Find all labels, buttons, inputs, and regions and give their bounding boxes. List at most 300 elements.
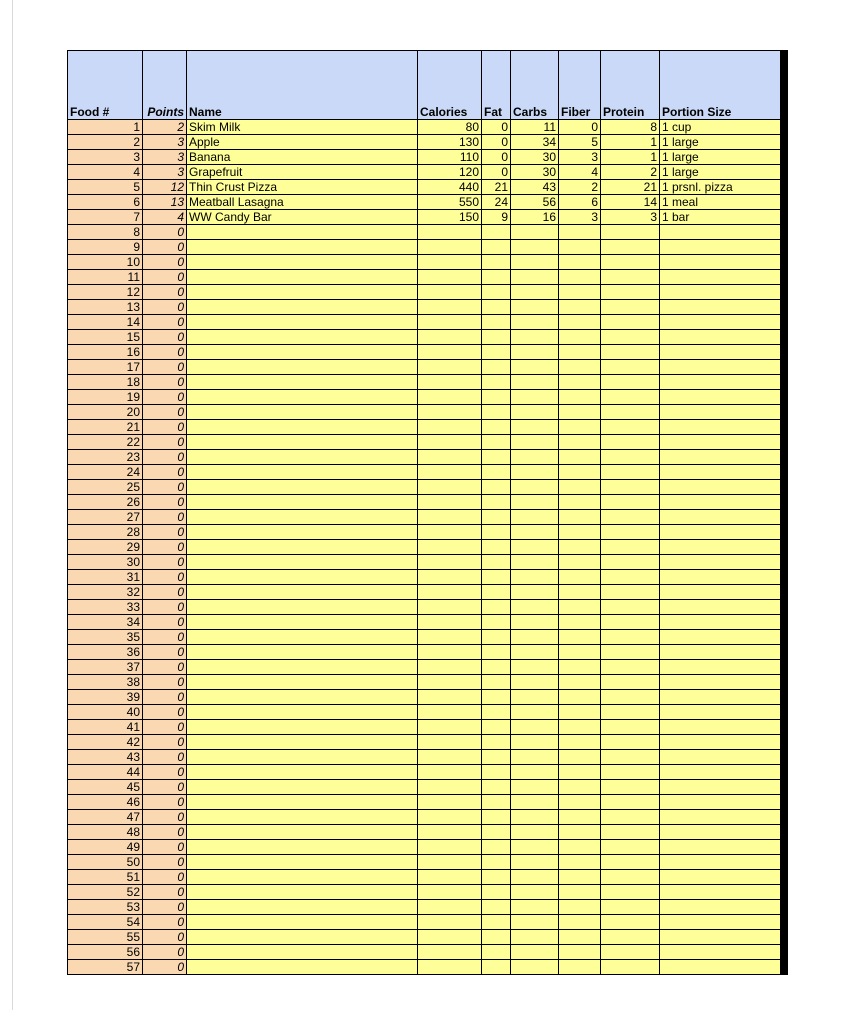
cell-carbs[interactable]	[511, 675, 559, 690]
cell-fiber[interactable]: 6	[559, 195, 601, 210]
cell-calories[interactable]	[418, 570, 482, 585]
cell-food-no[interactable]: 6	[68, 195, 143, 210]
cell-fiber[interactable]	[559, 960, 601, 975]
cell-points[interactable]: 0	[143, 660, 187, 675]
cell-food-no[interactable]: 16	[68, 345, 143, 360]
cell-points[interactable]: 0	[143, 600, 187, 615]
cell-food-no[interactable]: 17	[68, 360, 143, 375]
cell-points[interactable]: 0	[143, 690, 187, 705]
cell-carbs[interactable]	[511, 915, 559, 930]
header-carbs[interactable]: Carbs	[511, 51, 559, 120]
cell-calories[interactable]	[418, 345, 482, 360]
cell-food-no[interactable]: 3	[68, 150, 143, 165]
cell-calories[interactable]	[418, 465, 482, 480]
cell-fiber[interactable]	[559, 600, 601, 615]
cell-points[interactable]: 3	[143, 165, 187, 180]
cell-food-no[interactable]: 54	[68, 915, 143, 930]
cell-name[interactable]	[187, 945, 418, 960]
cell-calories[interactable]	[418, 285, 482, 300]
cell-portion[interactable]	[660, 840, 781, 855]
cell-name[interactable]	[187, 510, 418, 525]
cell-calories[interactable]	[418, 525, 482, 540]
cell-protein[interactable]	[601, 330, 660, 345]
cell-protein[interactable]	[601, 420, 660, 435]
cell-protein[interactable]	[601, 315, 660, 330]
cell-carbs[interactable]	[511, 555, 559, 570]
cell-protein[interactable]	[601, 225, 660, 240]
cell-portion[interactable]	[660, 390, 781, 405]
cell-protein[interactable]	[601, 870, 660, 885]
cell-points[interactable]: 0	[143, 285, 187, 300]
cell-points[interactable]: 0	[143, 720, 187, 735]
cell-fiber[interactable]	[559, 720, 601, 735]
cell-fat[interactable]	[482, 465, 511, 480]
cell-points[interactable]: 0	[143, 435, 187, 450]
cell-name[interactable]	[187, 390, 418, 405]
cell-protein[interactable]: 3	[601, 210, 660, 225]
cell-food-no[interactable]: 13	[68, 300, 143, 315]
cell-fiber[interactable]	[559, 225, 601, 240]
cell-calories[interactable]: 110	[418, 150, 482, 165]
cell-carbs[interactable]	[511, 315, 559, 330]
cell-portion[interactable]	[660, 645, 781, 660]
header-protein[interactable]: Protein	[601, 51, 660, 120]
cell-name[interactable]	[187, 540, 418, 555]
cell-fat[interactable]	[482, 720, 511, 735]
cell-carbs[interactable]	[511, 360, 559, 375]
cell-protein[interactable]	[601, 555, 660, 570]
cell-calories[interactable]	[418, 825, 482, 840]
cell-portion[interactable]	[660, 720, 781, 735]
cell-carbs[interactable]	[511, 840, 559, 855]
cell-protein[interactable]	[601, 660, 660, 675]
cell-carbs[interactable]	[511, 390, 559, 405]
cell-protein[interactable]	[601, 510, 660, 525]
cell-food-no[interactable]: 49	[68, 840, 143, 855]
cell-portion[interactable]	[660, 315, 781, 330]
cell-fat[interactable]	[482, 510, 511, 525]
cell-fat[interactable]	[482, 495, 511, 510]
cell-points[interactable]: 0	[143, 225, 187, 240]
cell-carbs[interactable]: 56	[511, 195, 559, 210]
cell-fiber[interactable]	[559, 585, 601, 600]
header-food-no[interactable]: Food #	[68, 51, 143, 120]
cell-name[interactable]	[187, 855, 418, 870]
cell-points[interactable]: 0	[143, 870, 187, 885]
cell-portion[interactable]: 1 bar	[660, 210, 781, 225]
cell-name[interactable]: WW Candy Bar	[187, 210, 418, 225]
cell-fat[interactable]	[482, 570, 511, 585]
cell-protein[interactable]	[601, 600, 660, 615]
cell-fiber[interactable]	[559, 930, 601, 945]
cell-calories[interactable]	[418, 720, 482, 735]
cell-fiber[interactable]	[559, 855, 601, 870]
cell-carbs[interactable]	[511, 765, 559, 780]
cell-protein[interactable]	[601, 270, 660, 285]
cell-fiber[interactable]	[559, 705, 601, 720]
cell-name[interactable]	[187, 810, 418, 825]
cell-points[interactable]: 0	[143, 750, 187, 765]
cell-name[interactable]	[187, 600, 418, 615]
cell-fat[interactable]	[482, 390, 511, 405]
header-portion[interactable]: Portion Size	[660, 51, 781, 120]
cell-protein[interactable]	[601, 540, 660, 555]
cell-calories[interactable]	[418, 420, 482, 435]
cell-portion[interactable]	[660, 240, 781, 255]
cell-fat[interactable]: 0	[482, 165, 511, 180]
cell-fiber[interactable]: 0	[559, 120, 601, 135]
cell-food-no[interactable]: 11	[68, 270, 143, 285]
cell-points[interactable]: 2	[143, 120, 187, 135]
cell-protein[interactable]: 2	[601, 165, 660, 180]
cell-food-no[interactable]: 40	[68, 705, 143, 720]
cell-name[interactable]	[187, 285, 418, 300]
cell-carbs[interactable]	[511, 705, 559, 720]
cell-calories[interactable]	[418, 885, 482, 900]
cell-protein[interactable]	[601, 285, 660, 300]
cell-points[interactable]: 3	[143, 150, 187, 165]
cell-fat[interactable]	[482, 540, 511, 555]
cell-fiber[interactable]	[559, 885, 601, 900]
cell-carbs[interactable]	[511, 405, 559, 420]
cell-portion[interactable]	[660, 360, 781, 375]
cell-fiber[interactable]	[559, 870, 601, 885]
cell-calories[interactable]: 550	[418, 195, 482, 210]
cell-fat[interactable]: 0	[482, 135, 511, 150]
cell-food-no[interactable]: 23	[68, 450, 143, 465]
cell-protein[interactable]	[601, 945, 660, 960]
cell-fiber[interactable]	[559, 750, 601, 765]
cell-calories[interactable]	[418, 450, 482, 465]
cell-points[interactable]: 0	[143, 645, 187, 660]
cell-fat[interactable]	[482, 630, 511, 645]
cell-name[interactable]	[187, 750, 418, 765]
cell-fiber[interactable]	[559, 570, 601, 585]
cell-portion[interactable]	[660, 675, 781, 690]
cell-protein[interactable]	[601, 585, 660, 600]
cell-calories[interactable]	[418, 690, 482, 705]
cell-calories[interactable]	[418, 765, 482, 780]
cell-carbs[interactable]	[511, 600, 559, 615]
cell-name[interactable]	[187, 645, 418, 660]
cell-name[interactable]	[187, 720, 418, 735]
cell-name[interactable]	[187, 690, 418, 705]
cell-calories[interactable]	[418, 435, 482, 450]
cell-protein[interactable]: 8	[601, 120, 660, 135]
cell-fiber[interactable]	[559, 390, 601, 405]
cell-protein[interactable]	[601, 885, 660, 900]
cell-food-no[interactable]: 25	[68, 480, 143, 495]
cell-food-no[interactable]: 39	[68, 690, 143, 705]
cell-fiber[interactable]: 4	[559, 165, 601, 180]
cell-food-no[interactable]: 35	[68, 630, 143, 645]
cell-points[interactable]: 0	[143, 300, 187, 315]
cell-points[interactable]: 4	[143, 210, 187, 225]
cell-carbs[interactable]	[511, 480, 559, 495]
cell-protein[interactable]	[601, 825, 660, 840]
cell-food-no[interactable]: 53	[68, 900, 143, 915]
cell-portion[interactable]: 1 large	[660, 150, 781, 165]
cell-name[interactable]	[187, 420, 418, 435]
cell-carbs[interactable]	[511, 645, 559, 660]
cell-fiber[interactable]	[559, 480, 601, 495]
cell-carbs[interactable]	[511, 525, 559, 540]
cell-fat[interactable]	[482, 585, 511, 600]
cell-fat[interactable]: 24	[482, 195, 511, 210]
cell-carbs[interactable]	[511, 225, 559, 240]
cell-carbs[interactable]	[511, 330, 559, 345]
cell-points[interactable]: 0	[143, 855, 187, 870]
cell-fiber[interactable]	[559, 795, 601, 810]
cell-fiber[interactable]	[559, 435, 601, 450]
cell-fat[interactable]	[482, 750, 511, 765]
cell-food-no[interactable]: 45	[68, 780, 143, 795]
cell-carbs[interactable]: 43	[511, 180, 559, 195]
cell-name[interactable]	[187, 555, 418, 570]
cell-carbs[interactable]	[511, 780, 559, 795]
cell-fat[interactable]: 0	[482, 150, 511, 165]
cell-portion[interactable]	[660, 765, 781, 780]
cell-portion[interactable]	[660, 330, 781, 345]
cell-points[interactable]: 0	[143, 675, 187, 690]
cell-calories[interactable]	[418, 495, 482, 510]
cell-fat[interactable]	[482, 885, 511, 900]
cell-food-no[interactable]: 46	[68, 795, 143, 810]
cell-points[interactable]: 0	[143, 570, 187, 585]
cell-protein[interactable]	[601, 375, 660, 390]
cell-protein[interactable]	[601, 240, 660, 255]
cell-calories[interactable]	[418, 540, 482, 555]
cell-calories[interactable]	[418, 255, 482, 270]
cell-fiber[interactable]	[559, 465, 601, 480]
cell-food-no[interactable]: 32	[68, 585, 143, 600]
cell-calories[interactable]	[418, 585, 482, 600]
header-fat[interactable]: Fat	[482, 51, 511, 120]
cell-protein[interactable]: 1	[601, 150, 660, 165]
cell-points[interactable]: 0	[143, 840, 187, 855]
cell-portion[interactable]	[660, 255, 781, 270]
cell-protein[interactable]	[601, 765, 660, 780]
cell-calories[interactable]	[418, 870, 482, 885]
cell-name[interactable]	[187, 960, 418, 975]
cell-portion[interactable]	[660, 960, 781, 975]
cell-food-no[interactable]: 42	[68, 735, 143, 750]
cell-portion[interactable]	[660, 420, 781, 435]
cell-fat[interactable]	[482, 360, 511, 375]
cell-points[interactable]: 0	[143, 240, 187, 255]
cell-food-no[interactable]: 4	[68, 165, 143, 180]
cell-fiber[interactable]	[559, 615, 601, 630]
cell-calories[interactable]	[418, 840, 482, 855]
cell-fiber[interactable]	[559, 300, 601, 315]
cell-protein[interactable]	[601, 345, 660, 360]
cell-name[interactable]	[187, 450, 418, 465]
cell-carbs[interactable]	[511, 585, 559, 600]
cell-fiber[interactable]	[559, 285, 601, 300]
cell-protein[interactable]	[601, 675, 660, 690]
cell-food-no[interactable]: 50	[68, 855, 143, 870]
cell-points[interactable]: 0	[143, 420, 187, 435]
cell-calories[interactable]	[418, 675, 482, 690]
cell-carbs[interactable]	[511, 885, 559, 900]
cell-fiber[interactable]	[559, 450, 601, 465]
cell-carbs[interactable]	[511, 300, 559, 315]
cell-points[interactable]: 0	[143, 765, 187, 780]
cell-name[interactable]	[187, 615, 418, 630]
cell-food-no[interactable]: 51	[68, 870, 143, 885]
cell-fat[interactable]	[482, 255, 511, 270]
cell-fat[interactable]	[482, 870, 511, 885]
cell-points[interactable]: 0	[143, 930, 187, 945]
cell-points[interactable]: 0	[143, 375, 187, 390]
cell-carbs[interactable]	[511, 510, 559, 525]
cell-fat[interactable]	[482, 900, 511, 915]
cell-calories[interactable]	[418, 390, 482, 405]
cell-fiber[interactable]	[559, 690, 601, 705]
cell-fat[interactable]: 21	[482, 180, 511, 195]
cell-fiber[interactable]: 3	[559, 150, 601, 165]
cell-food-no[interactable]: 9	[68, 240, 143, 255]
cell-points[interactable]: 0	[143, 360, 187, 375]
cell-portion[interactable]	[660, 450, 781, 465]
cell-fiber[interactable]: 2	[559, 180, 601, 195]
cell-protein[interactable]	[601, 570, 660, 585]
cell-points[interactable]: 0	[143, 795, 187, 810]
cell-food-no[interactable]: 21	[68, 420, 143, 435]
cell-fat[interactable]	[482, 690, 511, 705]
cell-portion[interactable]	[660, 795, 781, 810]
cell-name[interactable]	[187, 630, 418, 645]
cell-calories[interactable]	[418, 705, 482, 720]
cell-calories[interactable]	[418, 960, 482, 975]
cell-fat[interactable]	[482, 855, 511, 870]
cell-name[interactable]	[187, 900, 418, 915]
cell-protein[interactable]	[601, 750, 660, 765]
cell-fat[interactable]	[482, 345, 511, 360]
cell-protein[interactable]	[601, 480, 660, 495]
cell-portion[interactable]	[660, 855, 781, 870]
cell-fat[interactable]	[482, 300, 511, 315]
cell-fat[interactable]	[482, 945, 511, 960]
cell-carbs[interactable]	[511, 960, 559, 975]
cell-calories[interactable]	[418, 645, 482, 660]
cell-calories[interactable]	[418, 600, 482, 615]
cell-points[interactable]: 0	[143, 345, 187, 360]
cell-fat[interactable]	[482, 450, 511, 465]
cell-name[interactable]	[187, 330, 418, 345]
cell-carbs[interactable]	[511, 795, 559, 810]
cell-fat[interactable]	[482, 675, 511, 690]
cell-fiber[interactable]	[559, 525, 601, 540]
cell-fiber[interactable]	[559, 315, 601, 330]
cell-calories[interactable]	[418, 315, 482, 330]
cell-fiber[interactable]	[559, 900, 601, 915]
cell-fiber[interactable]: 5	[559, 135, 601, 150]
cell-carbs[interactable]: 16	[511, 210, 559, 225]
cell-portion[interactable]	[660, 945, 781, 960]
cell-fat[interactable]	[482, 930, 511, 945]
cell-fiber[interactable]	[559, 270, 601, 285]
cell-name[interactable]	[187, 225, 418, 240]
cell-fat[interactable]	[482, 480, 511, 495]
cell-calories[interactable]	[418, 480, 482, 495]
cell-fat[interactable]: 9	[482, 210, 511, 225]
cell-points[interactable]: 0	[143, 945, 187, 960]
cell-food-no[interactable]: 36	[68, 645, 143, 660]
cell-fat[interactable]	[482, 660, 511, 675]
cell-food-no[interactable]: 47	[68, 810, 143, 825]
cell-calories[interactable]	[418, 810, 482, 825]
cell-calories[interactable]: 150	[418, 210, 482, 225]
cell-points[interactable]: 0	[143, 330, 187, 345]
cell-fiber[interactable]	[559, 405, 601, 420]
cell-portion[interactable]	[660, 585, 781, 600]
header-name[interactable]: Name	[187, 51, 418, 120]
cell-food-no[interactable]: 30	[68, 555, 143, 570]
cell-fiber[interactable]	[559, 780, 601, 795]
cell-fat[interactable]	[482, 225, 511, 240]
cell-name[interactable]	[187, 525, 418, 540]
cell-carbs[interactable]	[511, 825, 559, 840]
cell-portion[interactable]	[660, 510, 781, 525]
cell-food-no[interactable]: 34	[68, 615, 143, 630]
cell-carbs[interactable]	[511, 630, 559, 645]
cell-protein[interactable]	[601, 360, 660, 375]
cell-portion[interactable]	[660, 825, 781, 840]
cell-portion[interactable]	[660, 930, 781, 945]
cell-name[interactable]: Apple	[187, 135, 418, 150]
cell-fat[interactable]	[482, 600, 511, 615]
cell-protein[interactable]	[601, 795, 660, 810]
cell-calories[interactable]	[418, 930, 482, 945]
cell-points[interactable]: 0	[143, 615, 187, 630]
cell-carbs[interactable]	[511, 690, 559, 705]
cell-fat[interactable]	[482, 420, 511, 435]
cell-carbs[interactable]	[511, 345, 559, 360]
cell-fat[interactable]	[482, 405, 511, 420]
cell-fiber[interactable]	[559, 765, 601, 780]
cell-portion[interactable]	[660, 780, 781, 795]
cell-points[interactable]: 0	[143, 960, 187, 975]
cell-points[interactable]: 12	[143, 180, 187, 195]
cell-carbs[interactable]	[511, 255, 559, 270]
cell-carbs[interactable]	[511, 855, 559, 870]
cell-carbs[interactable]	[511, 810, 559, 825]
cell-protein[interactable]	[601, 840, 660, 855]
cell-name[interactable]	[187, 405, 418, 420]
cell-fiber[interactable]	[559, 555, 601, 570]
cell-fat[interactable]	[482, 375, 511, 390]
cell-portion[interactable]	[660, 345, 781, 360]
cell-name[interactable]	[187, 345, 418, 360]
cell-name[interactable]	[187, 915, 418, 930]
cell-fiber[interactable]: 3	[559, 210, 601, 225]
cell-carbs[interactable]	[511, 435, 559, 450]
cell-name[interactable]	[187, 480, 418, 495]
cell-points[interactable]: 0	[143, 825, 187, 840]
cell-food-no[interactable]: 22	[68, 435, 143, 450]
cell-name[interactable]	[187, 765, 418, 780]
cell-food-no[interactable]: 7	[68, 210, 143, 225]
cell-protein[interactable]	[601, 465, 660, 480]
cell-points[interactable]: 3	[143, 135, 187, 150]
cell-food-no[interactable]: 38	[68, 675, 143, 690]
cell-food-no[interactable]: 29	[68, 540, 143, 555]
cell-fiber[interactable]	[559, 840, 601, 855]
cell-fat[interactable]	[482, 780, 511, 795]
cell-points[interactable]: 0	[143, 465, 187, 480]
cell-food-no[interactable]: 44	[68, 765, 143, 780]
